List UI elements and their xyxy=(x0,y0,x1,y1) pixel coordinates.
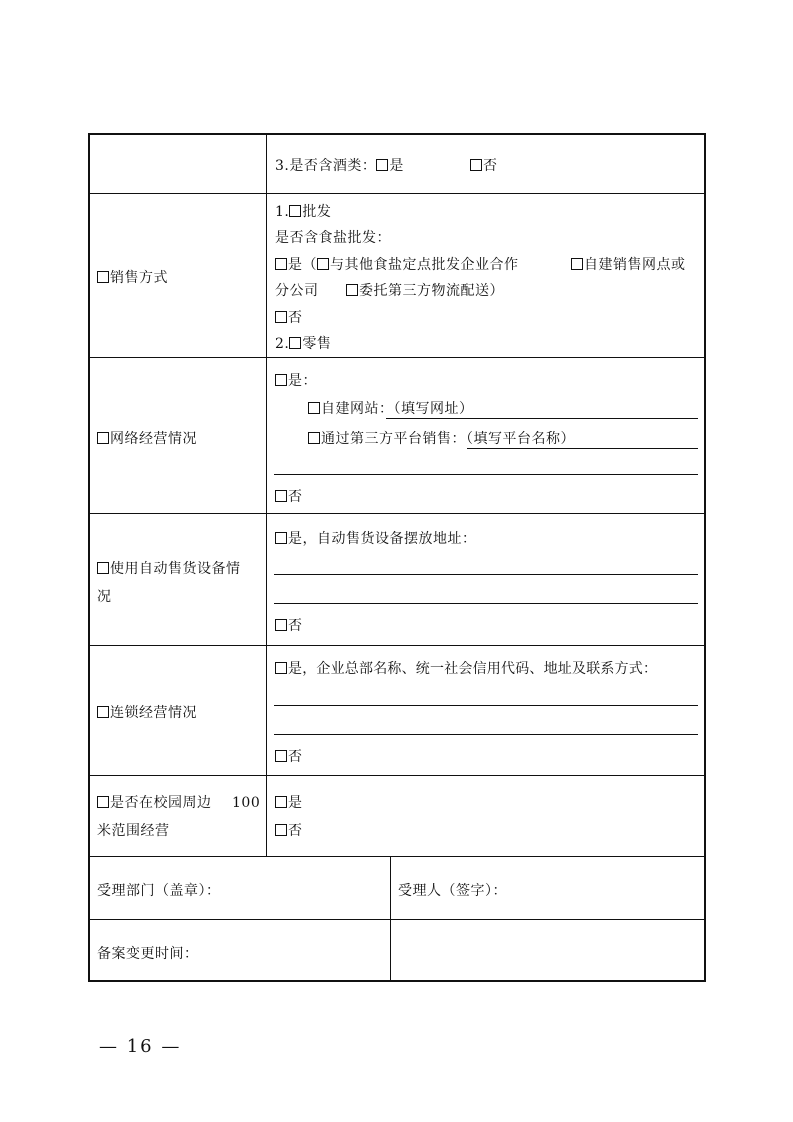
campus-label-2: 米范围经营 xyxy=(97,823,170,839)
checkbox-icon[interactable] xyxy=(275,490,287,502)
campus-label-num: 100 xyxy=(232,795,261,811)
checkbox-icon[interactable] xyxy=(97,562,109,574)
salt-option-b-line xyxy=(571,256,686,274)
campus-label-line xyxy=(97,794,212,812)
chain-no-line xyxy=(275,748,303,766)
alcohol-yes: 是 xyxy=(389,158,404,174)
salt-option-c-line xyxy=(346,282,504,300)
campus-label-1: 是否在校园周边 xyxy=(110,795,212,811)
salt-option-b: 自建销售网点或 xyxy=(584,257,686,273)
campus-no-line xyxy=(275,822,303,840)
vending-address-field-1[interactable] xyxy=(274,574,698,575)
chain-no: 否 xyxy=(288,749,303,765)
chain-info-field-1[interactable] xyxy=(274,705,698,706)
checkbox-icon[interactable] xyxy=(571,258,583,270)
wholesale-option xyxy=(275,203,331,221)
online-label: 网络经营情况 xyxy=(110,431,197,447)
online-label-line xyxy=(97,430,197,448)
salt-option-b2: 分公司 xyxy=(275,283,319,299)
vending-label-1: 使用自动售货设备情 xyxy=(110,561,241,577)
third-party-label: 通过第三方平台销售： xyxy=(321,431,466,447)
own-site-line xyxy=(308,400,474,418)
wholesale-number: 1. xyxy=(275,204,290,220)
campus-yes-line xyxy=(275,794,303,812)
own-site-label: 自建网站： xyxy=(321,401,394,417)
column-divider xyxy=(266,134,267,856)
online-extra-field[interactable] xyxy=(274,474,698,475)
online-yes: 是： xyxy=(288,373,317,389)
salt-yes-line xyxy=(275,256,519,274)
checkbox-icon[interactable] xyxy=(308,402,320,414)
checkbox-icon[interactable] xyxy=(376,159,388,171)
vending-label-2: 况 xyxy=(97,589,112,605)
checkbox-icon[interactable] xyxy=(275,824,287,836)
checkbox-icon[interactable] xyxy=(97,706,109,718)
chain-label-line xyxy=(97,704,197,722)
row-separator xyxy=(89,645,705,646)
vending-no-line xyxy=(275,617,303,635)
checkbox-icon[interactable] xyxy=(275,532,287,544)
checkbox-icon[interactable] xyxy=(275,311,287,323)
alcohol-no: 否 xyxy=(483,158,498,174)
online-yes-line xyxy=(275,372,317,390)
chain-yes-line xyxy=(275,660,657,678)
third-party-line xyxy=(308,430,575,448)
page-number: — 16 — xyxy=(99,1036,182,1057)
vending-yes: 是，自动售货设备摆放地址： xyxy=(288,531,477,547)
row-separator xyxy=(89,513,705,514)
chain-yes: 是，企业总部名称、统一社会信用代码、地址及联系方式： xyxy=(288,661,658,677)
checkbox-icon[interactable] xyxy=(275,796,287,808)
chain-label: 连锁经营情况 xyxy=(110,705,197,721)
vending-yes-line xyxy=(275,530,477,548)
checkbox-icon[interactable] xyxy=(308,432,320,444)
checkbox-icon[interactable] xyxy=(317,258,329,270)
checkbox-icon[interactable] xyxy=(289,337,301,349)
retail-option xyxy=(275,335,331,353)
row-separator xyxy=(89,856,705,857)
online-no: 否 xyxy=(288,489,303,505)
retail-number: 2. xyxy=(275,336,290,352)
checkbox-icon[interactable] xyxy=(275,258,287,270)
row-separator xyxy=(89,193,705,194)
accepting-dept: 受理部门（盖章）： xyxy=(97,883,221,899)
sales-method-label xyxy=(97,269,168,287)
third-party-field[interactable] xyxy=(467,448,698,449)
third-party-hint: （填写平台名称） xyxy=(466,431,575,447)
salt-no-line xyxy=(275,309,303,327)
checkbox-icon[interactable] xyxy=(346,284,358,296)
checkbox-icon[interactable] xyxy=(275,750,287,762)
vending-address-field-2[interactable] xyxy=(274,603,698,604)
sales-method-text: 销售方式 xyxy=(110,270,168,286)
alcohol-no-option xyxy=(470,157,498,175)
checkbox-icon[interactable] xyxy=(275,619,287,631)
checkbox-icon[interactable] xyxy=(97,796,109,808)
salt-yes: 是（ xyxy=(288,257,317,273)
vending-label-line xyxy=(97,560,241,578)
alcohol-label: 3.是否含酒类： xyxy=(275,158,377,174)
checkbox-icon[interactable] xyxy=(97,432,109,444)
alcohol-question xyxy=(275,157,404,175)
salt-question: 是否含食盐批发： xyxy=(275,230,391,246)
campus-no: 否 xyxy=(288,823,303,839)
salt-option-c: 委托第三方物流配送） xyxy=(359,283,504,299)
accepting-person: 受理人（签字）： xyxy=(398,883,507,899)
checkbox-icon[interactable] xyxy=(97,271,109,283)
change-time: 备案变更时间： xyxy=(97,946,199,962)
retail-label: 零售 xyxy=(302,336,332,352)
row-separator xyxy=(89,919,705,920)
campus-yes: 是 xyxy=(288,795,303,811)
chain-info-field-2[interactable] xyxy=(274,734,698,735)
checkbox-icon[interactable] xyxy=(470,159,482,171)
wholesale-label: 批发 xyxy=(302,204,332,220)
checkbox-icon[interactable] xyxy=(275,374,287,386)
checkbox-icon[interactable] xyxy=(275,662,287,674)
row-separator xyxy=(89,357,705,358)
salt-option-a: 与其他食盐定点批发企业合作 xyxy=(330,257,519,273)
own-site-field[interactable] xyxy=(386,418,698,419)
own-site-hint: （填写网址） xyxy=(393,401,474,417)
online-no-line xyxy=(275,488,303,506)
vending-no: 否 xyxy=(288,618,303,634)
checkbox-icon[interactable] xyxy=(289,205,301,217)
salt-no: 否 xyxy=(288,310,303,326)
row-separator xyxy=(89,775,705,776)
